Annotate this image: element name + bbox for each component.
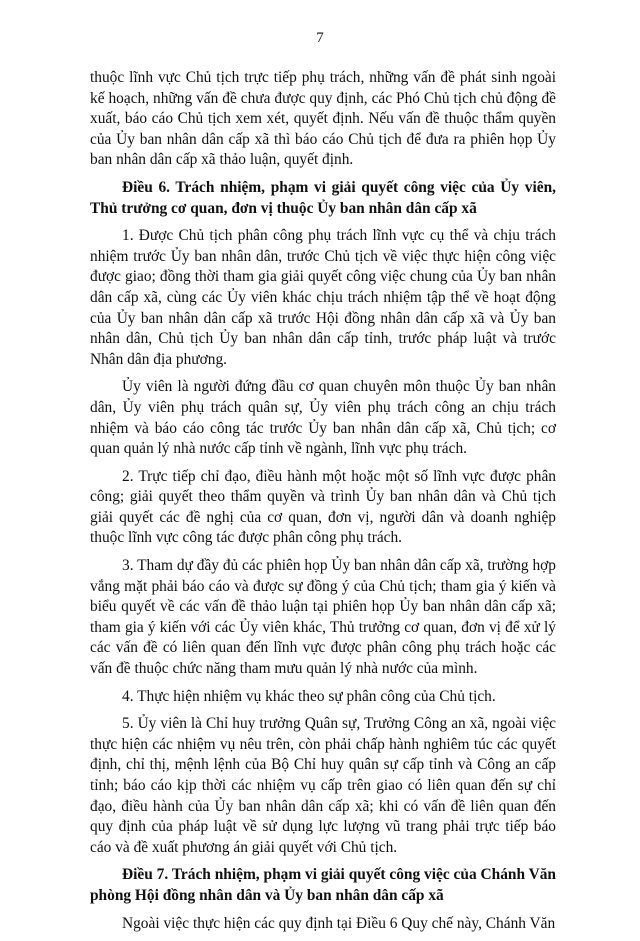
document-body bbox=[90, 68, 556, 941]
paragraph-continuation: thuộc lĩnh vực Chủ tịch trực tiếp phụ trách, những vấn đề phát sinh ngoài kế hoạch, những vấn đề chưa được quy định, các Phó Chủ tịch chủ động đề xuất, báo cáo Chủ tịch xem xét, quyết định. Nếu vấn đề thuộc thẩm quyền của Ủy ban nhân dân cấp xã thì báo cáo Chủ tịch để đưa ra phiên họp Ủy ban nhân dân cấp xã thảo luận, quyết định. bbox=[90, 69, 556, 169]
article-6-clause-1: 1. Được Chủ tịch phân công phụ trách lĩnh vực cụ thể và chịu trách nhiệm trước Ủy ban nhân dân, trước Chủ tịch về việc thực hiện công việc được giao; đồng thời tham gia giải quyết công việc chung của Ủy ban nhân dân cấp xã, cùng các Ủy viên khác chịu trách nhiệm tập thể về hoạt động của Ủy ban nhân dân cấp xã trước Hội đồng nhân dân cấp xã và Ủy ban nhân dân, Chủ tịch Ủy ban nhân dân cấp tỉnh, trước pháp luật và trước Nhân dân địa phương. bbox=[90, 227, 556, 368]
article-6-clause-4: 4. Thực hiện nhiệm vụ khác theo sự phân công của Chủ tịch. bbox=[122, 687, 496, 705]
article-6-clause-2: 2. Trực tiếp chỉ đạo, điều hành một hoặc một số lĩnh vực được phân công; giải quyết theo thẩm quyền và trình Ủy ban nhân dân và Chủ tịch giải quyết các đề nghị của cơ quan, đơn vị, người dân và doanh nghiệp thuộc lĩnh vực công tác được phân công phụ trách. bbox=[90, 467, 556, 547]
article-6-clause-5: 5. Ủy viên là Chỉ huy trưởng Quân sự, Trưởng Công an xã, ngoài việc thực hiện các nhiệm vụ nêu trên, còn phải chấp hành nghiêm túc các quyết định, chỉ thị, mệnh lệnh của Bộ Chỉ huy quân sự cấp tỉnh và Công an cấp tỉnh; báo cáo kịp thời các nhiệm vụ cấp trên giao có liên quan đến sự chỉ đạo, điều hành của Ủy ban nhân dân cấp xã; khi có vấn đề liên quan đến quy định của pháp luật về sử dụng lực lượng vũ trang phải trực tiếp báo cáo và đề xuất phương án giải quyết với Chủ tịch. bbox=[90, 715, 556, 856]
article-6-heading: Điều 6. Trách nhiệm, phạm vi giải quyết công việc của Ủy viên, Thủ trưởng cơ quan, đơn vị thuộc Ủy ban nhân dân cấp xã bbox=[90, 178, 556, 217]
article-6-clause-3: 3. Tham dự đầy đủ các phiên họp Ủy ban nhân dân cấp xã, trường hợp vắng mặt phải báo cáo và được sự đồng ý của Chủ tịch; tham gia ý kiến và biểu quyết về các vấn đề thảo luận tại phiên họp Ủy ban nhân dân cấp xã; tham gia ý kiến với các Ủy viên khác, Thủ trưởng cơ quan, đơn vị để xử lý các vấn đề có liên quan đến lĩnh vực được phân công phụ trách hoặc các vấn đề thuộc chức năng tham mưu quản lý nhà nước của mình. bbox=[90, 557, 557, 678]
article-7-intro: Ngoài việc thực hiện các quy định tại Điều 6 Quy chế này, Chánh Văn bbox=[122, 914, 556, 932]
article-6-clause-1-sub: Ủy viên là người đứng đầu cơ quan chuyên môn thuộc Ủy ban nhân dân, Ủy viên phụ trách quân sự, Ủy viên phụ trách công an chịu trách nhiệm và báo cáo công tác trước Ủy ban nhân dân cấp xã, Chủ tịch; cơ quan quản lý nhà nước cấp tỉnh về ngành, lĩnh vực phụ trách. bbox=[90, 378, 556, 458]
article-7-heading: Điều 7. Trách nhiệm, phạm vi giải quyết công việc của Chánh Văn phòng Hội đồng nhân dân và Ủy ban nhân dân cấp xã bbox=[90, 866, 556, 904]
page-number: 7 bbox=[316, 30, 324, 46]
